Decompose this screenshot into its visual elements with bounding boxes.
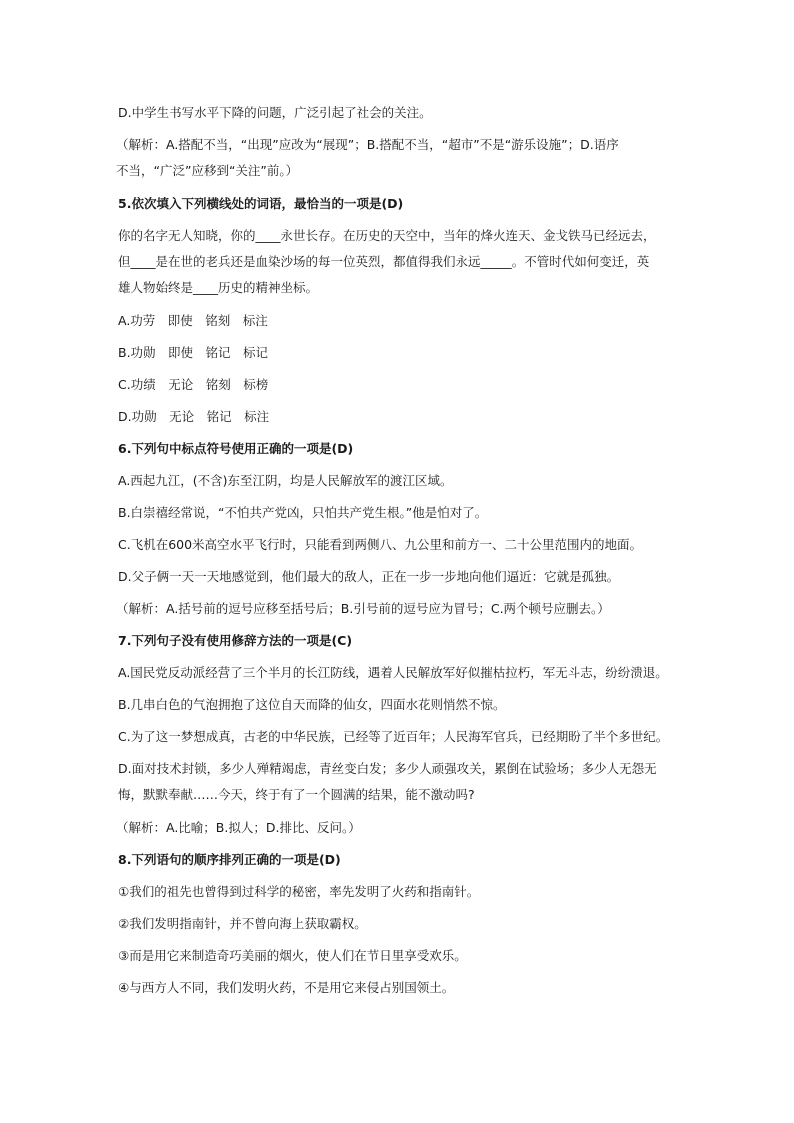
q5-option-c: C.功绩 无论 铭刻 标榜 [118, 377, 269, 392]
q8-item-3: ③而是用它来制造奇巧美丽的烟火，使人们在节日里享受欢乐。 [118, 948, 467, 963]
q7-explanation: （解析：A.比喻；B.拟人；D.排比、反问。） [116, 820, 361, 835]
q7-option-d [118, 756, 678, 808]
q5-passage-line-1: 你的名字无人知晓，你的____永世长存。在历史的天空中，当年的烽火连天、金戈铁马已经远去， [118, 228, 656, 243]
q4-explanation-line-1: （解析：A.搭配不当，“出现”应改为“展现”；B.搭配不当，“超市”不是“游乐设施”；D.语序 [116, 137, 619, 152]
q8-item-1: ①我们的祖先也曾得到过科学的秘密，率先发明了火药和指南针。 [118, 884, 480, 899]
q8-stem: 8.下列语句的顺序排列正确的一项是(D) [118, 852, 341, 867]
q6-option-d: D.父子俩一天一天地感觉到，他们最大的敌人，正在一步一步地向他们逼近：它就是孤独。 [118, 569, 620, 584]
q4-explanation [116, 132, 678, 184]
q6-option-b: B.白崇禧经常说，“不怕共产党凶，只怕共产党生根。”他是怕对了。 [118, 505, 488, 520]
document-page [118, 104, 678, 1011]
q7-option-d-line-2: 悔，默默奉献……今天，终于有了一个圆满的结果，能不激动吗? [118, 787, 475, 802]
q8-item-4: ④与西方人不同，我们发明火药，不是用它来侵占别国领土。 [118, 980, 455, 995]
q5-passage-line-3: 雄人物始终是____历史的精神坐标。 [118, 280, 319, 295]
q6-stem: 6.下列句中标点符号使用正确的一项是(D) [118, 441, 354, 456]
q5-option-a: A.功劳 即使 铭刻 标注 [118, 313, 268, 328]
q7-option-a: A.国民党反动派经营了三个半月的长江防线，遇着人民解放军好似摧枯拉朽，军无斗志，纷纷溃退。 [118, 665, 668, 680]
q4-option-d: D.中学生书写水平下降的问题，广泛引起了社会的关注。 [118, 105, 432, 120]
q6-option-a: A.西起九江，(不含)东至江阴，均是人民解放军的渡江区域。 [118, 473, 453, 488]
q5-option-d: D.功勋 无论 铭记 标注 [118, 409, 270, 424]
q6-option-c: C.飞机在600米高空水平飞行时，只能看到两侧八、九公里和前方一、二十公里范围内的地面。 [118, 537, 643, 552]
q5-stem: 5.依次填入下列横线处的词语，最恰当的一项是(D) [118, 196, 404, 211]
q7-stem: 7.下列句子没有使用修辞方法的一项是(C) [118, 633, 353, 648]
q8-item-2: ②我们发明指南针，并不曾向海上获取霸权。 [118, 916, 367, 931]
q7-option-b: B.几串白色的气泡拥抱了这位自天而降的仙女，四面水花则悄然不惊。 [118, 697, 506, 712]
q4-explanation-line-2: 不当，“广泛”应移到“关注”前。） [116, 163, 299, 178]
q7-option-c: C.为了这一梦想成真，古老的中华民族，已经等了近百年；人民海军官兵，已经期盼了半个多世纪。 [118, 729, 669, 744]
q7-option-d-line-1: D.面对技术封锁，多少人殚精竭虑，青丝变白发；多少人顽强攻关，累倒在试验场；多少人无怨无 [118, 761, 657, 776]
q5-passage [118, 223, 678, 301]
q6-explanation: （解析：A.括号前的逗号应移至括号后；B.引号前的逗号应为冒号；C.两个顿号应删去。） [116, 601, 610, 616]
q5-option-b: B.功勋 即使 铭记 标记 [118, 345, 269, 360]
q5-passage-line-2: 但____是在世的老兵还是血染沙场的每一位英烈，都值得我们永远_____。不管时代如何变迁，英 [118, 254, 650, 269]
